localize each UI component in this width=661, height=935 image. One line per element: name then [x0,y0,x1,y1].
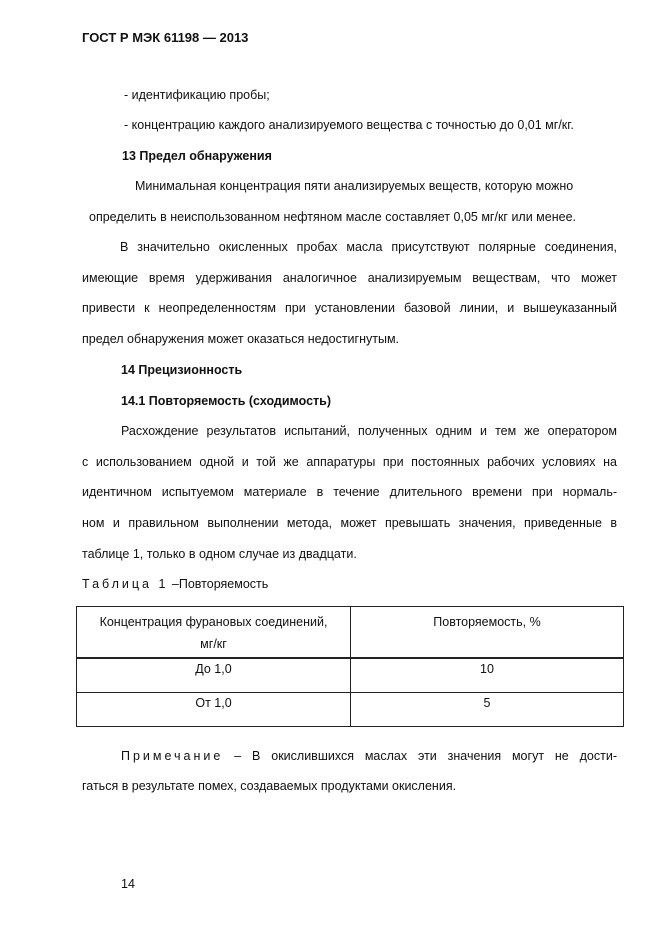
note-line [121,748,617,764]
repeatability-table [76,606,624,727]
subsection-heading: 14.1 Повторяемость (сходимость) [121,394,332,408]
table-cell: 10 [351,658,624,693]
paragraph-line: определить в неиспользованном нефтяном масле составляет 0,05 мг/кг или менее. [89,210,576,224]
table-row [77,658,624,693]
table-cell: До 1,0 [77,658,351,693]
document-header: ГОСТ Р МЭК 61198 — 2013 [82,30,249,45]
paragraph-line: идентичном испытуемом материале в течение длительного времени при нормаль- [82,485,617,499]
table-header-cell: Повторяемость, % [351,607,624,659]
table-cell: От 1,0 [77,693,351,727]
section-heading: 13 Предел обнаружения [122,149,272,163]
paragraph-line: Расхождение результатов испытаний, полученных одним и тем же оператором [121,424,617,438]
table-cell: 5 [351,693,624,727]
table-caption-text: –Повторяемость [168,577,269,591]
paragraph-line: предел обнаружения может оказаться недостигнутым. [82,332,400,346]
list-item: - концентрацию каждого анализируемого вещества с точностью до 0,01 мг/кг. [124,118,574,132]
list-item: - идентификацию пробы; [124,88,270,102]
table-header-row [77,607,624,659]
note-text: – В окислившихся маслах эти значения могут не дости- [223,749,617,763]
table-header-line: мг/кг [200,637,227,651]
paragraph-line: имеющие время удерживания аналогичное анализируемым веществам, что может [82,271,617,285]
table-caption [82,576,268,592]
paragraph-line: В значительно окисленных пробах масла присутствуют полярные соединения, [120,240,617,254]
paragraph-line: таблице 1, только в одном случае из двадцати. [82,547,357,561]
paragraph-line: Минимальная концентрация пяти анализируемых веществ, которую можно [135,179,574,193]
page-number: 14 [121,877,135,891]
table-header-cell [77,607,351,659]
table-caption-label: Таблица 1 [82,577,169,591]
paragraph-line: с использованием одной и той же аппаратуры при постоянных рабочих условиях на [82,455,617,469]
paragraph-line: привести к неопределенностям при установлении базовой линии, и вышеуказанный [82,301,617,315]
table-header-line: Концентрация фурановых соединений, [99,615,328,629]
table-row [77,693,624,727]
note-line: гаться в результате помех, создаваемых продуктами окисления. [82,779,457,793]
note-label: Примечание [121,749,224,763]
paragraph-line: ном и правильном выполнении метода, может превышать значения, приведенные в [82,516,617,530]
section-heading: 14 Прецизионность [121,363,243,377]
